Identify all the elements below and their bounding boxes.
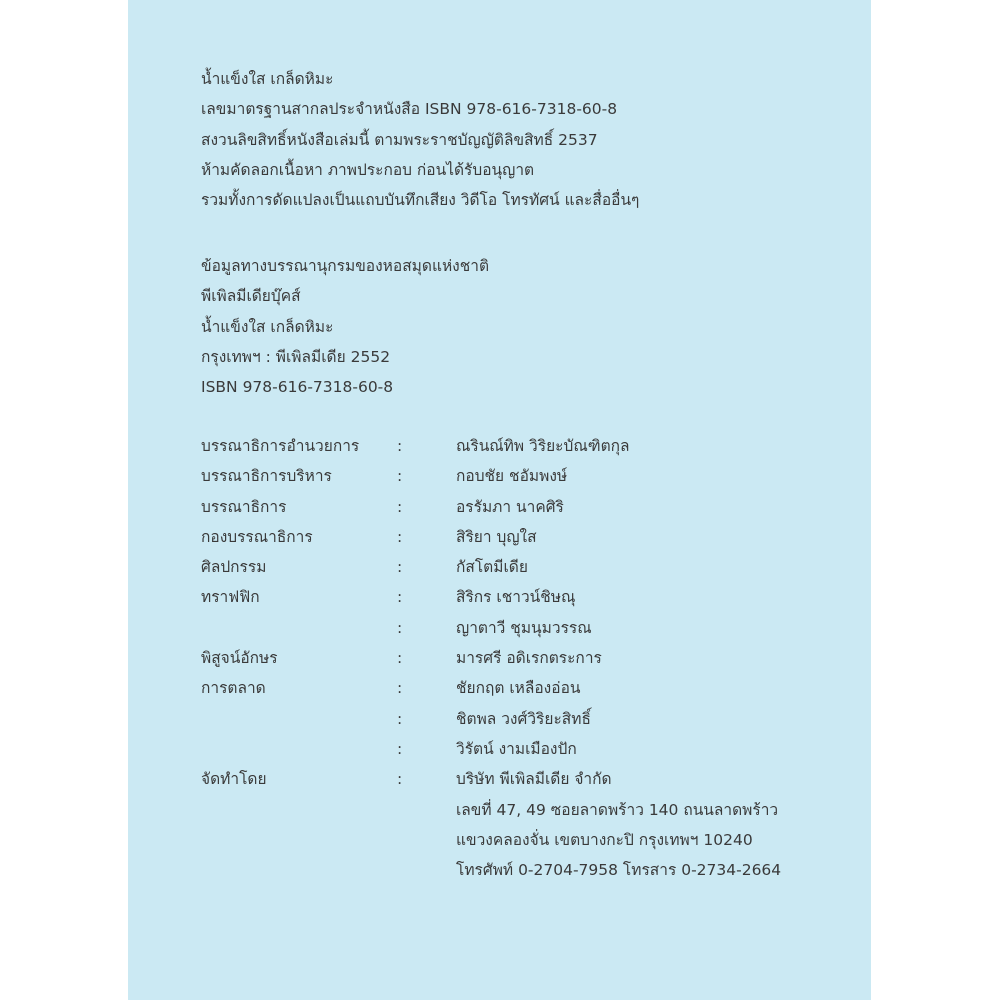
address-district-line: แขวงคลองจั่น เขตบางกะปิ กรุงเทพฯ 10240 — [456, 830, 753, 849]
credit-row — [201, 704, 781, 734]
credit-row — [201, 734, 781, 764]
credit-colon: : — [397, 527, 403, 546]
isbn-line: เลขมาตรฐานสากลประจำหนังสือ ISBN 978-616-7318-60-8 — [201, 100, 618, 119]
credit-name: ญาตาวี ชุมนุมวรรณ — [456, 618, 592, 637]
credit-name: อรรัมภา นาคศิริ — [456, 497, 564, 516]
credit-colon: : — [397, 437, 403, 455]
copyright-page — [128, 0, 871, 1000]
catalog-heading: ข้อมูลทางบรรณานุกรมของหอสมุดแห่งชาติ — [201, 257, 490, 275]
credit-row — [201, 582, 781, 612]
rights-reserved-line: สงวนลิขสิทธิ์หนังสือเล่มนี้ ตามพระราชบัญญัติลิขสิทธิ์ 2537 — [201, 130, 598, 149]
adaptation-line: รวมทั้งการดัดแปลงเป็นแถบบันทึกเสียง วิดีโอ โทรทัศน์ และสื่ออื่นๆ — [201, 191, 640, 210]
credit-colon: : — [397, 679, 403, 698]
catalog-imprint: กรุงเทพฯ : พีเพิลมีเดีย 2552 — [201, 347, 391, 366]
credit-role: บรรณาธิการบริหาร — [201, 467, 332, 486]
credit-colon: : — [397, 588, 403, 607]
credit-name: ณรินณ์ทิพ วิริยะบัณฑิตกุล — [456, 437, 630, 455]
credit-name: ชัยกฤต เหลืองอ่อน — [456, 679, 581, 698]
credit-colon: : — [397, 558, 403, 577]
credit-colon: : — [397, 649, 403, 668]
credit-colon: : — [397, 770, 403, 789]
credit-role: บรรณาธิการอำนวยการ — [201, 437, 360, 455]
credit-name: สิริยา บุญใส — [456, 527, 537, 546]
credit-name: มารศรี อดิเรกตระการ — [456, 649, 602, 668]
credit-name: วิรัตน์ งามเมืองปัก — [456, 739, 577, 758]
credit-name: สิริกร เชาวน์ชิษณุ — [456, 588, 576, 607]
credit-colon: : — [397, 618, 403, 637]
credit-row — [201, 643, 781, 673]
credit-row — [201, 492, 781, 522]
contact-phone-line: โทรศัพท์ 0-2704-7958 โทรสาร 0-2734-2664 — [456, 861, 782, 880]
credit-colon: : — [397, 497, 403, 516]
catalog-data — [201, 251, 489, 402]
credit-name: บริษัท พีเพิลมีเดีย จำกัด — [456, 770, 612, 789]
credit-role: ศิลปกรรม — [201, 558, 267, 577]
catalog-publisher: พีเพิลมีเดียบุ๊คส์ — [201, 287, 301, 306]
no-copy-line: ห้ามคัดลอกเนื้อหา ภาพประกอบ ก่อนได้รับอนุญาต — [201, 160, 535, 179]
credit-row — [201, 552, 781, 582]
book-title-line: น้ำแข็งใส เกล็ดหิมะ — [201, 70, 334, 88]
credit-row — [201, 431, 781, 461]
credit-colon: : — [397, 739, 403, 758]
catalog-title: น้ำแข็งใส เกล็ดหิมะ — [201, 317, 334, 336]
credit-role: กองบรรณาธิการ — [201, 527, 313, 546]
copyright-notice — [201, 64, 639, 215]
credit-role: การตลาด — [201, 679, 266, 698]
credit-row — [201, 613, 781, 643]
address-line: เลขที่ 47, 49 ซอยลาดพร้าว 140 ถนนลาดพร้าว — [456, 800, 779, 819]
credit-row — [201, 673, 781, 703]
credit-colon: : — [397, 709, 403, 728]
credits-list — [201, 431, 781, 885]
credit-colon: : — [397, 467, 403, 486]
credit-row-producer — [201, 764, 781, 794]
credit-role: จัดทำโดย — [201, 770, 267, 789]
credit-row — [201, 461, 781, 491]
credit-role: บรรณาธิการ — [201, 497, 287, 516]
credit-name: กัสโตมีเดีย — [456, 558, 528, 577]
credit-name: กอบชัย ชอัมพงษ์ — [456, 467, 568, 486]
catalog-isbn: ISBN 978-616-7318-60-8 — [201, 378, 394, 397]
credit-row — [201, 522, 781, 552]
credit-role: พิสูจน์อักษร — [201, 649, 278, 668]
credit-role: ทราฟฟิก — [201, 588, 260, 607]
credit-name: ชิตพล วงศ์วิริยะสิทธิ์ — [456, 709, 591, 728]
